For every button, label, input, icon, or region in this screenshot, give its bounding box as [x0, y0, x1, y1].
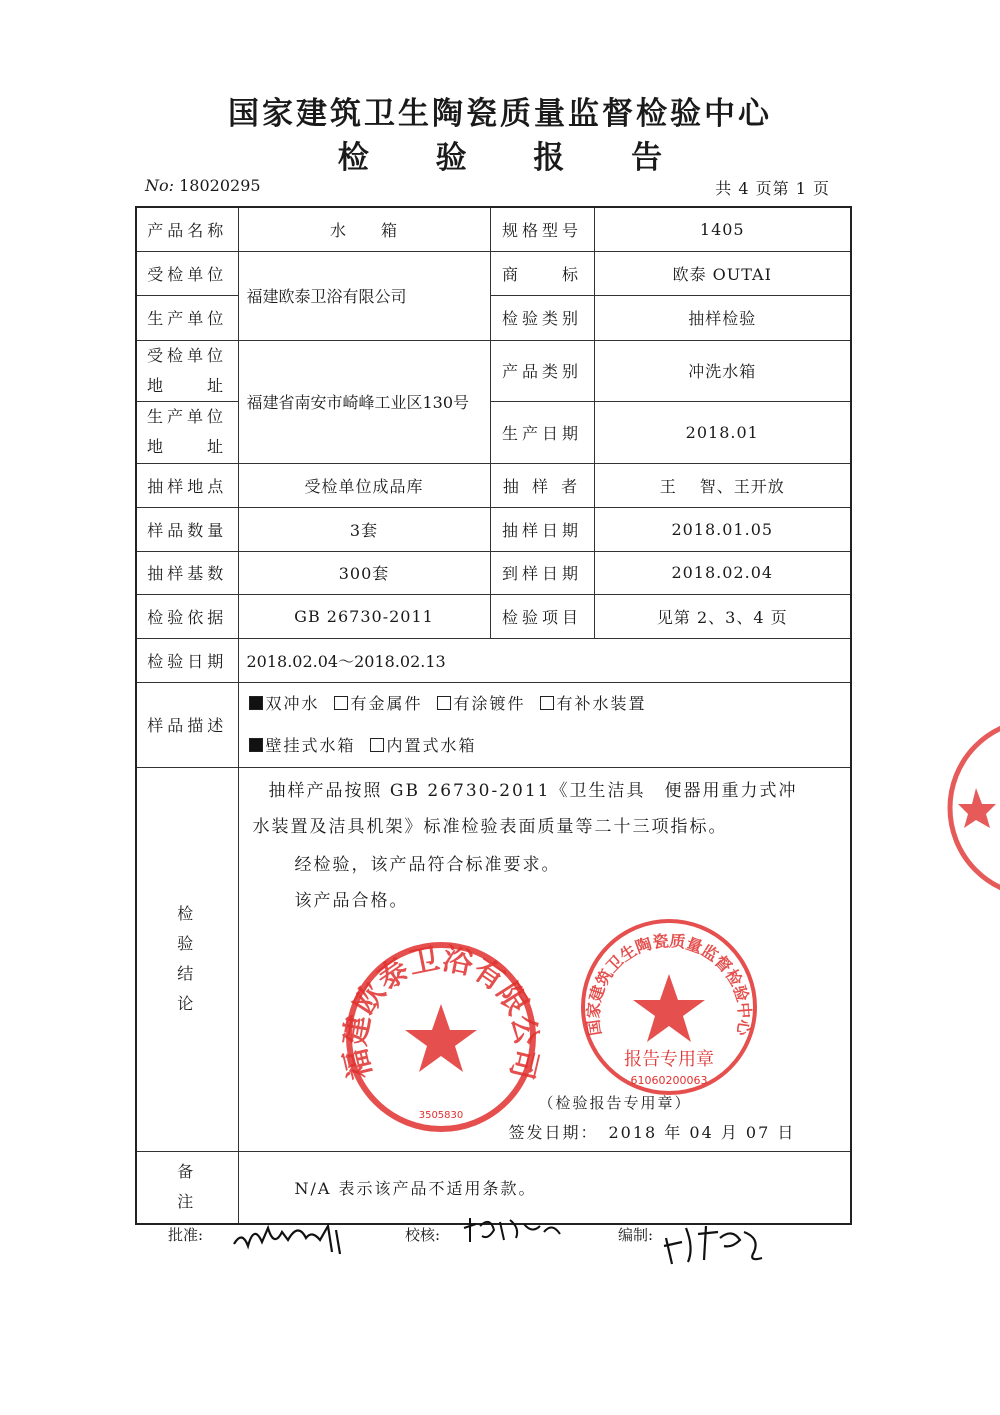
- description-option-label: 有补水装置: [556, 693, 647, 713]
- company-value: 福建欧泰卫浴有限公司: [238, 251, 490, 340]
- test-type-value: 抽样检验: [594, 295, 851, 340]
- remarks-label: [136, 1151, 238, 1224]
- doc-title: 检 验 报 告: [337, 140, 691, 176]
- sampler-value: 王 智、王开放: [594, 463, 851, 507]
- test-type-label: 检验类别: [490, 295, 594, 340]
- brand-label: 商 标: [490, 251, 594, 295]
- concl-label-char: 验: [177, 934, 198, 953]
- description-options: [238, 682, 851, 767]
- production-date-value: 2018.01: [594, 401, 851, 463]
- checker-signature: [460, 1210, 570, 1250]
- sampling-date-label: 抽样日期: [490, 507, 594, 551]
- arrival-date-label: 到样日期: [490, 551, 594, 594]
- checkbox-checked: [249, 696, 263, 710]
- checkbox-unchecked: [540, 696, 554, 710]
- checkbox-checked: [249, 738, 263, 752]
- remarks-value: N/A 表示该产品不适用条款。: [238, 1151, 851, 1224]
- test-date-value: 2018.02.04～2018.02.13: [238, 638, 851, 682]
- model-label: 规格型号: [490, 207, 594, 251]
- basis-label: 检验依据: [136, 594, 238, 638]
- address-value: 福建省南安市崎峰工业区130号: [238, 340, 490, 463]
- report-number-value: 18020295: [179, 176, 261, 195]
- company-stamp-code: 3505830: [418, 1110, 464, 1121]
- checkbox-unchecked: [334, 696, 348, 710]
- sample-quantity-value: 3套: [238, 507, 490, 551]
- product-category-label: 产品类别: [490, 340, 594, 401]
- basis-value: GB 26730-2011: [238, 594, 490, 638]
- description-option-label: 壁挂式水箱: [265, 735, 356, 755]
- center-stamp-code: 61060200063: [630, 1074, 708, 1087]
- center-stamp-sub: 报告专用章: [624, 1049, 714, 1070]
- sample-quantity-label: 样品数量: [136, 507, 238, 551]
- conclusion-line-1: 抽样产品按照 GB 26730-2011《卫生洁具 便器用重力式冲: [268, 780, 798, 801]
- description-option-r2-0: [249, 736, 356, 755]
- test-date-label: 检验日期: [136, 638, 238, 682]
- description-option-label: 双冲水: [265, 693, 320, 713]
- remarks-label-char: 注: [177, 1192, 198, 1212]
- compile-label: 编制:: [618, 1226, 654, 1244]
- approver-signature: [228, 1210, 358, 1260]
- issue-date: 签发日期： 2018 年 04 月 07 日: [508, 1122, 796, 1142]
- sampling-place-label: 抽样地点: [136, 463, 238, 507]
- remarks-label-char: 备: [177, 1162, 198, 1182]
- product-name-value: 水 箱: [238, 207, 490, 251]
- sample-base-label: 抽样基数: [136, 551, 238, 594]
- description-label: 样品描述: [136, 682, 238, 767]
- company-stamp-text: 福建欧泰卫浴有限公司: [337, 941, 545, 1083]
- description-options-row1: [245, 683, 845, 725]
- concl-label-char: 结: [177, 964, 198, 983]
- approve-label: 批准:: [168, 1226, 204, 1244]
- stamp-note: （检验报告专用章）: [538, 1093, 692, 1112]
- inspected-address-label: [136, 340, 238, 401]
- description-option-r1-0: [249, 694, 320, 713]
- inspected-address-label-line1: 受检单位: [147, 345, 228, 365]
- model-value: 1405: [594, 207, 851, 251]
- concl-label-char: 论: [177, 994, 198, 1013]
- brand-value: 欧泰 OUTAI: [594, 251, 851, 295]
- product-name-label: 产品名称: [136, 207, 238, 251]
- description-option-r1-2: [437, 694, 526, 713]
- producer-label: 生产单位: [136, 295, 238, 340]
- conclusion-line-4: 该产品合格。: [294, 890, 409, 911]
- concl-label-char: 检: [177, 904, 198, 923]
- checkbox-unchecked: [437, 696, 451, 710]
- producer-address-label: [136, 401, 238, 463]
- description-option-r1-3: [540, 694, 647, 713]
- checkbox-unchecked: [370, 738, 384, 752]
- inspected-address-label-line2: 地 址: [147, 375, 228, 395]
- conclusion-line-3: 经检验，该产品符合标准要求。: [294, 854, 561, 875]
- center-stamp-text: 国家建筑卫生陶瓷质量监督检验中心: [583, 931, 755, 1037]
- conclusion-label: [136, 767, 238, 1151]
- description-option-r2-1: [370, 736, 477, 755]
- items-label: 检验项目: [490, 594, 594, 638]
- producer-address-label-line1: 生产单位: [147, 407, 228, 426]
- items-value: 见第 2、3、4 页: [594, 594, 851, 638]
- report-number-label: No:: [145, 176, 175, 195]
- description-option-label: 内置式水箱: [386, 735, 477, 755]
- check-label: 校核:: [405, 1226, 441, 1244]
- company-stamp: [336, 932, 546, 1142]
- description-option-r1-1: [334, 694, 423, 713]
- sampling-place-value: 受检单位成品库: [238, 463, 490, 507]
- producer-address-label-line2: 地 址: [147, 437, 228, 456]
- arrival-date-value: 2018.02.04: [594, 551, 851, 594]
- inspected-unit-label: 受检单位: [136, 251, 238, 295]
- sampling-date-value: 2018.01.05: [594, 507, 851, 551]
- description-option-label: 有涂镀件: [453, 693, 526, 713]
- org-title: 国家建筑卫生陶瓷质量监督检验中心: [228, 96, 772, 132]
- sampler-label: 抽 样 者: [490, 463, 594, 507]
- report-number: [145, 176, 261, 195]
- compiler-signature: [660, 1218, 780, 1270]
- conclusion-line-2: 水装置及洁具机架》标准检验表面质量等二十三项指标。: [252, 816, 728, 837]
- page-info: 共 4 页第 1 页: [715, 179, 830, 198]
- partial-margin-stamp: [938, 708, 1000, 908]
- description-options-row2: [245, 725, 845, 767]
- description-option-label: 有金属件: [350, 693, 423, 713]
- sample-base-value: 300套: [238, 551, 490, 594]
- center-stamp: [574, 912, 764, 1102]
- production-date-label: 生产日期: [490, 401, 594, 463]
- product-category-value: 冲洗水箱: [594, 340, 851, 401]
